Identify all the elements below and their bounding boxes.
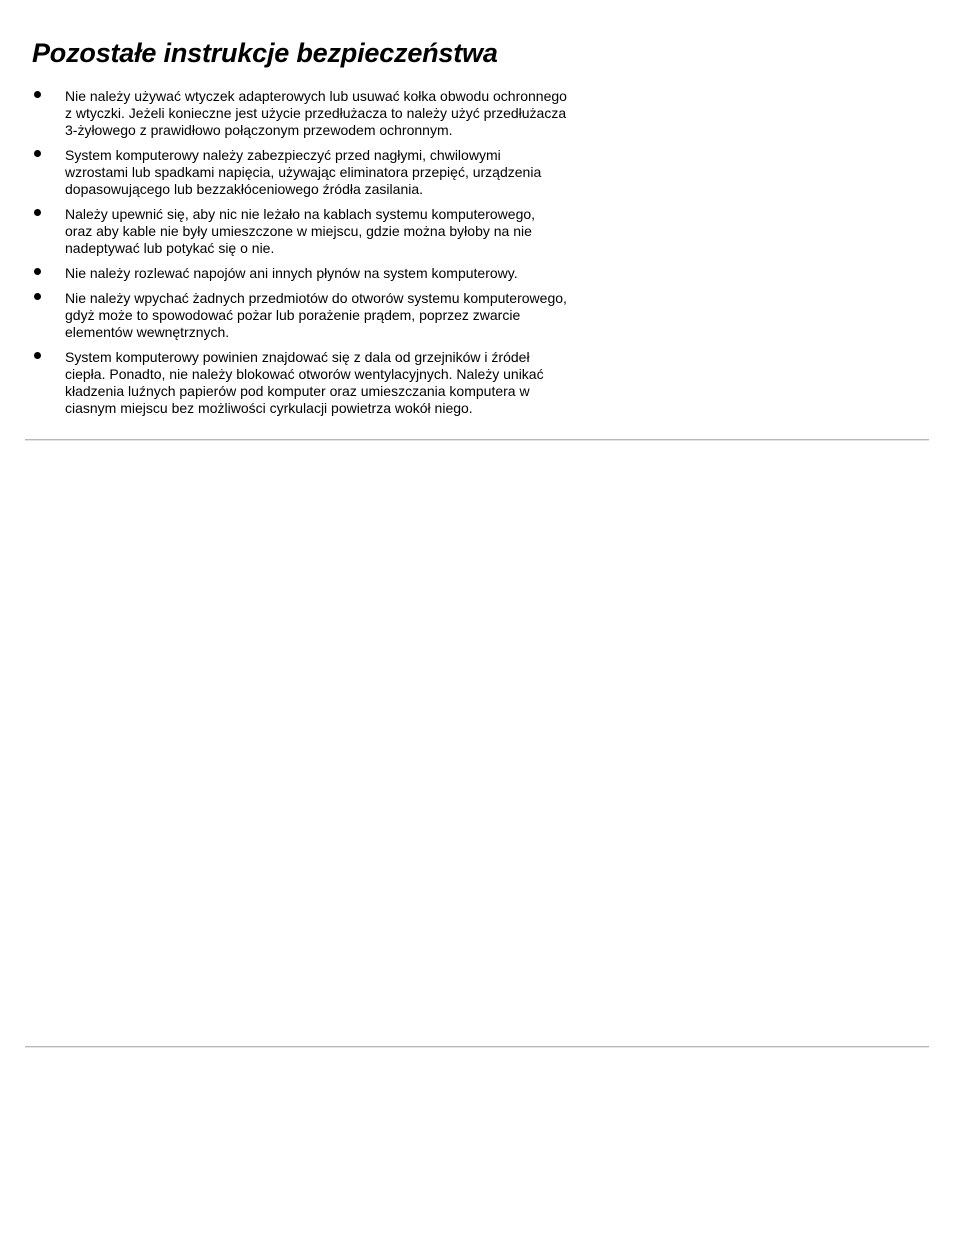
list-item bbox=[30, 206, 680, 257]
section-divider bbox=[25, 439, 929, 441]
list-item-text: Nie należy używać wtyczek adapterowych lub usuwać kołka obwodu ochronnego bbox=[65, 88, 567, 104]
list-item bbox=[30, 265, 680, 282]
list-item-text: ciasnym miejscu bez możliwości cyrkulacji powietrza wokół niego. bbox=[65, 400, 473, 416]
list-item-text: nadeptywać lub potykać się o nie. bbox=[65, 240, 275, 256]
page-title: Pozostałe instrukcje bezpieczeństwa bbox=[32, 38, 498, 68]
bullet-icon bbox=[34, 91, 41, 98]
list-item-text: wzrostami lub spadkami napięcia, używając eliminatora przepięć, urządzenia bbox=[65, 164, 542, 180]
list-item-text: System komputerowy powinien znajdować się z dala od grzejników i źródeł bbox=[65, 349, 530, 365]
list-item-text: gdyż może to spowodować pożar lub porażenie prądem, poprzez zwarcie bbox=[65, 307, 521, 323]
list-item-text: ciepła. Ponadto, nie należy blokować otworów wentylacyjnych. Należy unikać bbox=[65, 366, 544, 382]
list-item-text: Nie należy rozlewać napojów ani innych płynów na system komputerowy. bbox=[65, 265, 518, 281]
list-item-text: kładzenia luźnych papierów pod komputer oraz umieszczania komputera w bbox=[65, 383, 530, 399]
list-item bbox=[30, 349, 680, 417]
list-item-text: elementów wewnętrznych. bbox=[65, 324, 230, 340]
bullet-icon bbox=[34, 150, 41, 157]
list-item-text: System komputerowy należy zabezpieczyć przed nagłymi, chwilowymi bbox=[65, 147, 501, 163]
bullet-icon bbox=[34, 352, 41, 359]
list-item-text: 3-żyłowego z prawidłowo połączonym przewodem ochronnym. bbox=[65, 122, 453, 138]
list-item-text: z wtyczki. Jeżeli konieczne jest użycie przedłużacza to należy użyć przedłużacza bbox=[65, 105, 567, 121]
bullet-icon bbox=[34, 268, 41, 275]
bullet-icon bbox=[34, 209, 41, 216]
list-item bbox=[30, 290, 680, 341]
safety-instructions-list bbox=[30, 88, 680, 425]
bullet-icon bbox=[34, 293, 41, 300]
section-divider bbox=[25, 1046, 929, 1048]
list-item-text: oraz aby kable nie były umieszczone w miejscu, gdzie można byłoby na nie bbox=[65, 223, 532, 239]
list-item-text: dopasowującego lub bezzakłóceniowego źródła zasilania. bbox=[65, 181, 424, 197]
list-item-text: Nie należy wpychać żadnych przedmiotów do otworów systemu komputerowego, bbox=[65, 290, 567, 306]
list-item bbox=[30, 147, 680, 198]
list-item bbox=[30, 88, 680, 139]
list-item-text: Należy upewnić się, aby nic nie leżało na kablach systemu komputerowego, bbox=[65, 206, 536, 222]
